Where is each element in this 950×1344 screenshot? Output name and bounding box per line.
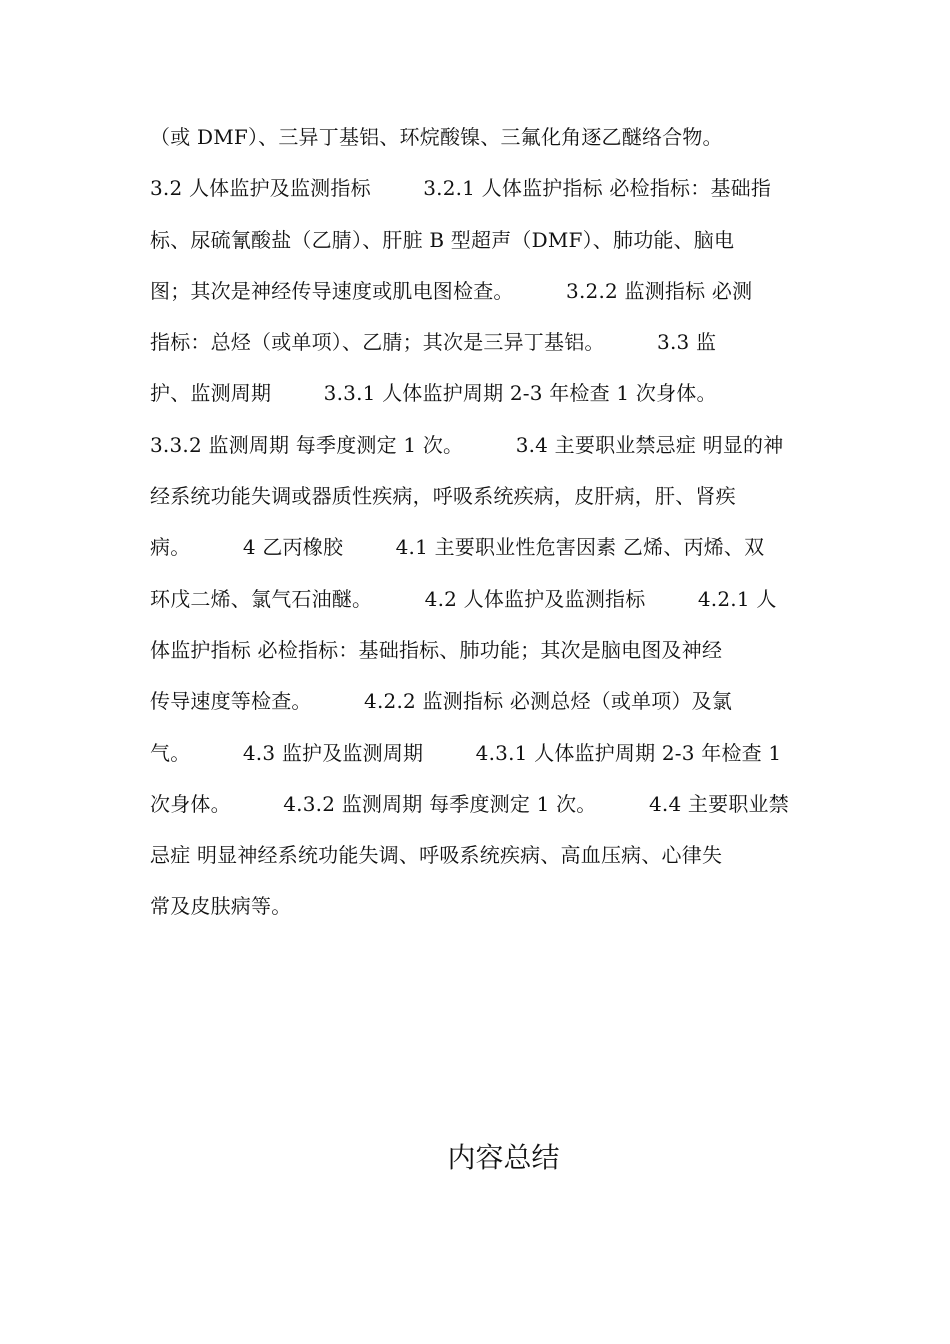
text-line: 经系统功能失调或器质性疾病，呼吸系统疾病，皮肝病，肝、肾疾 xyxy=(150,484,736,509)
text-line: 护、监测周期 3.3.1 人体监护周期 2-3 年检查 1 次身体。 xyxy=(150,381,717,406)
text-line: 标、尿硫氰酸盐（乙腈）、肝脏 B 型超声（DMF）、肺功能、脑电 xyxy=(150,227,735,252)
text-line: 环戊二烯、氯气石油醚。 4.2 人体监护及监测指标 4.2.1 人 xyxy=(150,586,777,611)
text-line: 传导速度等检查。 4.2.2 监测指标 必测总烃（或单项）及氯 xyxy=(150,689,733,714)
body-text xyxy=(150,112,810,933)
text-line: 图；其次是神经传导速度或肌电图检查。 3.2.2 监测指标 必测 xyxy=(150,278,753,303)
text-line: （或 DMF）、三异丁基铝、环烷酸镍、三氟化角逐乙醚络合物。 xyxy=(150,125,723,149)
text-line: 3.3.2 监测周期 每季度测定 1 次。 3.4 主要职业禁忌症 明显的神 xyxy=(150,432,784,457)
summary-title: 内容总结 xyxy=(447,1141,560,1174)
text-line: 3.2 人体监护及监测指标 3.2.1 人体监护指标 必检指标：基础指 xyxy=(150,176,772,201)
text-line: 气。 4.3 监护及监测周期 4.3.1 人体监护周期 2-3 年检查 1 xyxy=(150,740,782,765)
text-line: 忌症 明显神经系统功能失调、呼吸系统疾病、高血压病、心律失 xyxy=(150,843,723,868)
text-line: 次身体。 4.3.2 监测周期 每季度测定 1 次。 4.4 主要职业禁 xyxy=(150,791,789,816)
text-line: 体监护指标 必检指标：基础指标、肺功能；其次是脑电图及神经 xyxy=(150,637,723,662)
text-line: 指标：总烃（或单项）、乙腈；其次是三异丁基铝。 3.3 监 xyxy=(150,330,717,355)
text-line: 常及皮肤病等。 xyxy=(150,894,292,919)
text-line: 病。 4 乙丙橡胶 4.1 主要职业性危害因素 乙烯、丙烯、双 xyxy=(150,535,765,560)
